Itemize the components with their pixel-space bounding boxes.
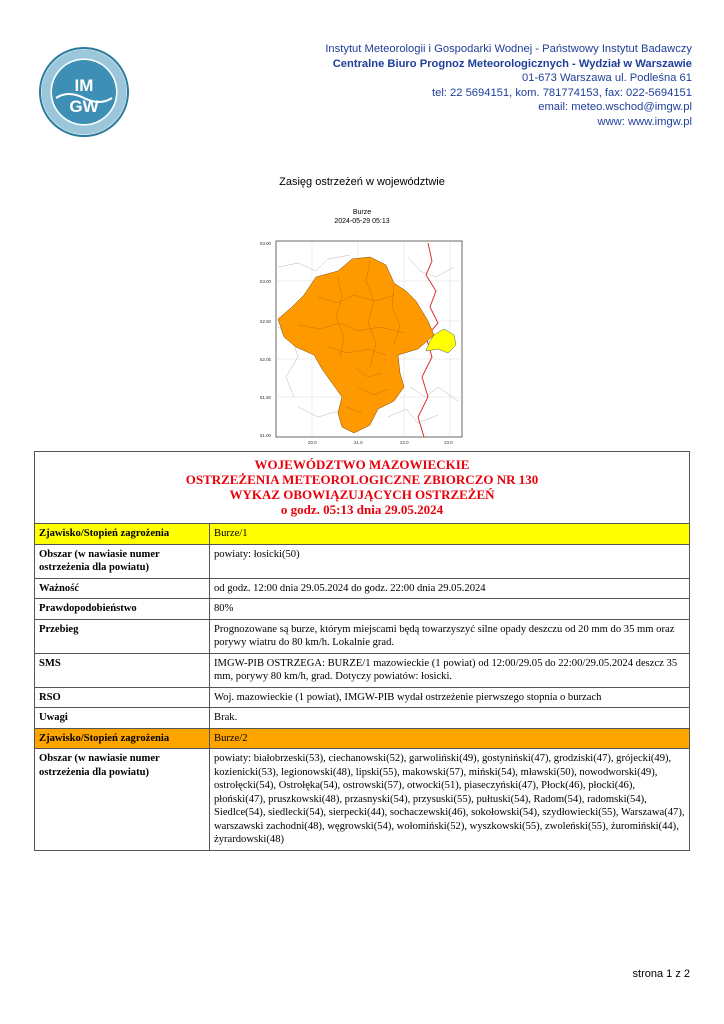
header-list: WYKAZ OBOWIĄZUJĄCYCH OSTRZEŻEŃ bbox=[229, 487, 495, 502]
table-header-row bbox=[35, 452, 690, 524]
lat-label: 53.00 bbox=[260, 279, 271, 284]
table-row bbox=[35, 728, 690, 749]
course-label: Przebieg bbox=[35, 619, 210, 653]
header-line-www: www: www.imgw.pl bbox=[597, 115, 692, 128]
lat-label: 52.50 bbox=[260, 319, 271, 324]
table-row bbox=[35, 524, 690, 545]
lat-label: 51.50 bbox=[260, 395, 271, 400]
table-row bbox=[35, 708, 690, 729]
phenomenon-value: Burze/1 bbox=[210, 524, 690, 545]
lon-label: 21.0 bbox=[354, 440, 363, 445]
header-voivodeship: WOJEWÓDZTWO MAZOWIECKIE bbox=[254, 457, 470, 472]
map-phenomenon: Burze bbox=[352, 209, 372, 216]
area-value: powiaty: łosicki(50) bbox=[210, 544, 690, 578]
header-line-email: email: meteo.wschod@imgw.pl bbox=[538, 101, 692, 114]
area-label: Obszar (w nawiasie numer ostrzeżenia dla powiatu) bbox=[35, 544, 210, 578]
validity-label: Ważność bbox=[35, 578, 210, 599]
table-row bbox=[35, 619, 690, 653]
notes-value: Brak. bbox=[210, 708, 690, 729]
page-number: strona 1 z 2 bbox=[632, 968, 690, 980]
header-time: o godz. 05:13 dnia 29.05.2024 bbox=[280, 502, 444, 517]
warning-map bbox=[258, 237, 466, 447]
header-line-office: Centralne Biuro Prognoz Meteorologicznych - Wydział w Warszawie bbox=[332, 57, 692, 70]
warnings-table bbox=[34, 451, 690, 851]
probability-value: 80% bbox=[210, 599, 690, 620]
lon-label: 20.0 bbox=[308, 440, 317, 445]
table-row bbox=[35, 653, 690, 687]
institute-header bbox=[325, 42, 692, 130]
phenomenon-label: Zjawisko/Stopień zagrożenia bbox=[35, 728, 210, 749]
area-label: Obszar (w nawiasie numer ostrzeżenia dla powiatu) bbox=[35, 749, 210, 851]
imgw-logo bbox=[38, 46, 130, 138]
lon-label: 22.0 bbox=[400, 440, 409, 445]
table-header bbox=[35, 452, 690, 524]
table-row bbox=[35, 578, 690, 599]
table-row bbox=[35, 749, 690, 851]
lat-label: 51.00 bbox=[260, 433, 271, 438]
phenomenon-label: Zjawisko/Stopień zagrożenia bbox=[35, 524, 210, 545]
header-line-phone: tel: 22 5694151, kom. 781774153, fax: 022-5694151 bbox=[431, 86, 692, 99]
validity-value: od godz. 12:00 dnia 29.05.2024 do godz. 22:00 dnia 29.05.2024 bbox=[210, 578, 690, 599]
logo-text: IM bbox=[74, 76, 94, 95]
phenomenon-value: Burze/2 bbox=[210, 728, 690, 749]
rso-value: Woj. mazowieckie (1 powiat), IMGW-PIB wydał ostrzeżenie pierwszego stopnia o burzach bbox=[210, 687, 690, 708]
header-line-institute: Instytut Meteorologii i Gospodarki Wodnej - Państwowy Instytut Badawczy bbox=[325, 43, 692, 55]
header-bulletin: OSTRZEŻENIA METEOROLOGICZNE ZBIORCZO NR 130 bbox=[185, 472, 539, 487]
map-subtitle bbox=[0, 208, 724, 226]
probability-label: Prawdopodobieństwo bbox=[35, 599, 210, 620]
sms-value: IMGW-PIB OSTRZEGA: BURZE/1 mazowieckie (1 powiat) od 12:00/29.05 do 22:00/29.05.2024 deszcz 35 mm, porywy 80 km/h, grad. Dotyczy powiatów: łosicki. bbox=[210, 653, 690, 687]
rso-label: RSO bbox=[35, 687, 210, 708]
map-title: Zasięg ostrzeżeń w województwie bbox=[279, 176, 445, 188]
table-row bbox=[35, 687, 690, 708]
area-value: powiaty: białobrzeski(53), ciechanowski(52), garwoliński(49), gostyniński(47), grodziski(47), grójecki(49), kozienicki(53), legionowski(48), lipski(55), makowski(57), miński(54), mławski(50), nowodworski(49), ostrołęcki(54), Ostrołęka(54), ostrowski(57), otwocki(51), piaseczyński(47), Płock(46), płocki(46), płoński(47), pruszkowski(48), przasnyski(54), przysuski(55), pułtuski(54), Radom(54), radomski(54), Siedlce(54), siedlecki(54), sierpecki(44), sochaczewski(46), sokołowski(54), szydłowiecki(55), Warszawa(47), warszawski zachodni(48), węgrowski(54), wołomiński(52), wyszkowski(55), zwoleński(55), żuromiński(44), żyrardowski(48) bbox=[210, 749, 690, 851]
table-row bbox=[35, 599, 690, 620]
lat-label: 52.05 bbox=[260, 357, 271, 362]
sms-label: SMS bbox=[35, 653, 210, 687]
svg-text:GW: GW bbox=[69, 97, 99, 116]
header-line-address: 01-673 Warszawa ul. Podleśna 61 bbox=[522, 72, 692, 85]
notes-label: Uwagi bbox=[35, 708, 210, 729]
lon-label: 23.0 bbox=[444, 440, 453, 445]
table-row bbox=[35, 544, 690, 578]
course-value: Prognozowane są burze, którym miejscami będą towarzyszyć silne opady deszczu od 20 mm do 35 mm oraz porywy wiatru do 80 km/h. Lokalnie grad. bbox=[210, 619, 690, 653]
lat-label: 53.00 bbox=[260, 241, 271, 246]
map-timestamp: 2024-05-29 05:13 bbox=[334, 218, 390, 225]
